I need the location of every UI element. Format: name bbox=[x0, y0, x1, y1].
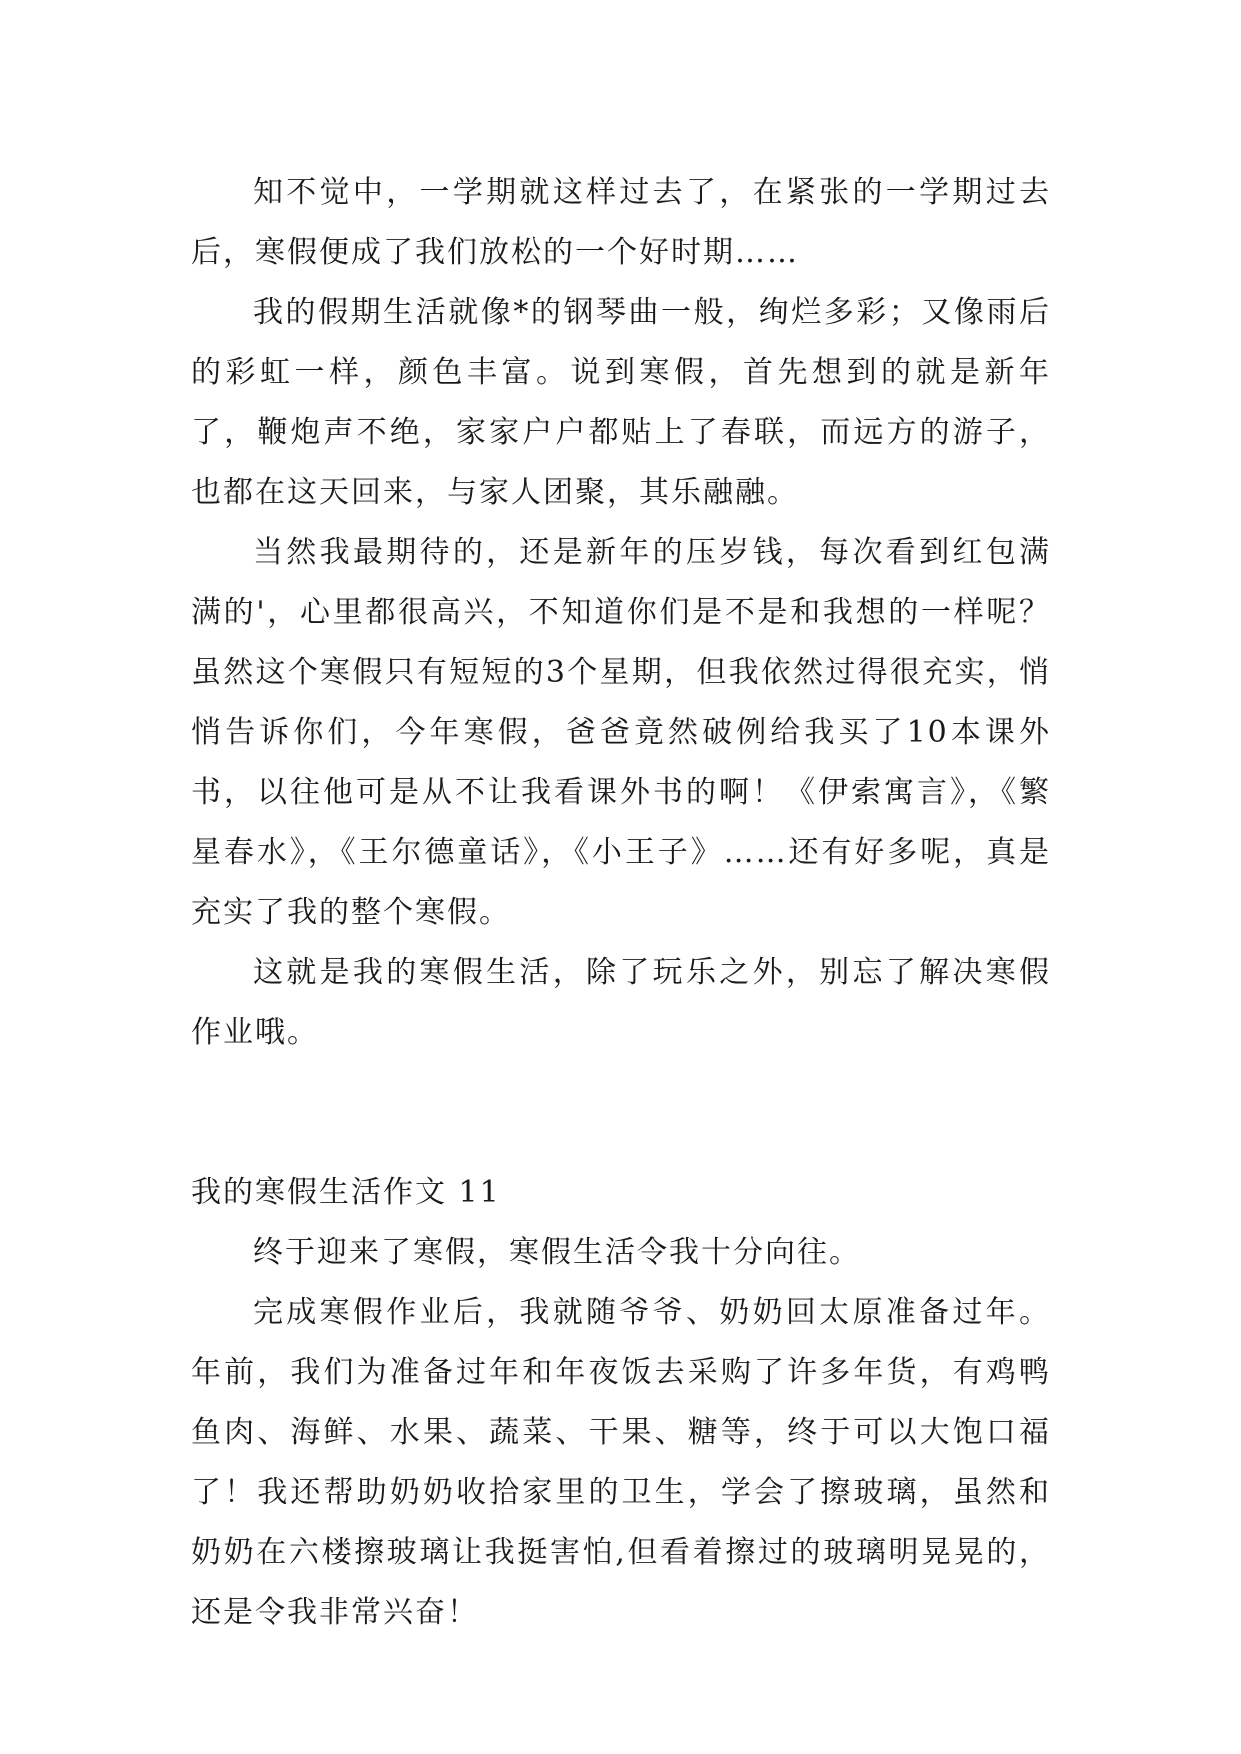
paragraph-3: 当然我最期待的，还是新年的压岁钱，每次看到红包满满的'，心里都很高兴，不知道你们是不是和我想的一样呢？虽然这个寒假只有短短的3个星期，但我依然过得很充实，悄悄告诉你们，今年寒假，爸爸竟然破例给我买了10本课外书，以往他可是从不让我看课外书的啊！《伊索寓言》，《繁星春水》，《王尔德童话》，《小王子》……还有好多呢，真是充实了我的整个寒假。 bbox=[191, 535, 1051, 930]
paragraph-4: 这就是我的寒假生活，除了玩乐之外，别忘了解决寒假作业哦。 bbox=[191, 955, 1051, 1050]
document-page bbox=[191, 163, 1051, 1643]
paragraph-2: 我的假期生活就像*的钢琴曲一般，绚烂多彩；又像雨后的彩虹一样，颜色丰富。说到寒假，首先想到的就是新年了，鞭炮声不绝，家家户户都贴上了春联，而远方的游子，也都在这天回来，与家人团聚，其乐融融。 bbox=[191, 295, 1051, 510]
paragraph-5: 终于迎来了寒假，寒假生活令我十分向往。 bbox=[253, 1235, 861, 1270]
section-spacer bbox=[191, 1063, 1051, 1163]
section-title: 我的寒假生活作文 11 bbox=[191, 1175, 501, 1210]
paragraph-6: 完成寒假作业后，我就随爷爷、奶奶回太原准备过年。年前，我们为准备过年和年夜饭去采购了许多年货，有鸡鸭鱼肉、海鲜、水果、蔬菜、干果、糖等，终于可以大饱口福了！我还帮助奶奶收拾家里的卫生，学会了擦玻璃，虽然和奶奶在六楼擦玻璃让我挺害怕,但看着擦过的玻璃明晃晃的，还是令我非常兴奋！ bbox=[191, 1295, 1051, 1630]
paragraph-1: 知不觉中，一学期就这样过去了，在紧张的一学期过去后，寒假便成了我们放松的一个好时期…… bbox=[191, 175, 1051, 270]
